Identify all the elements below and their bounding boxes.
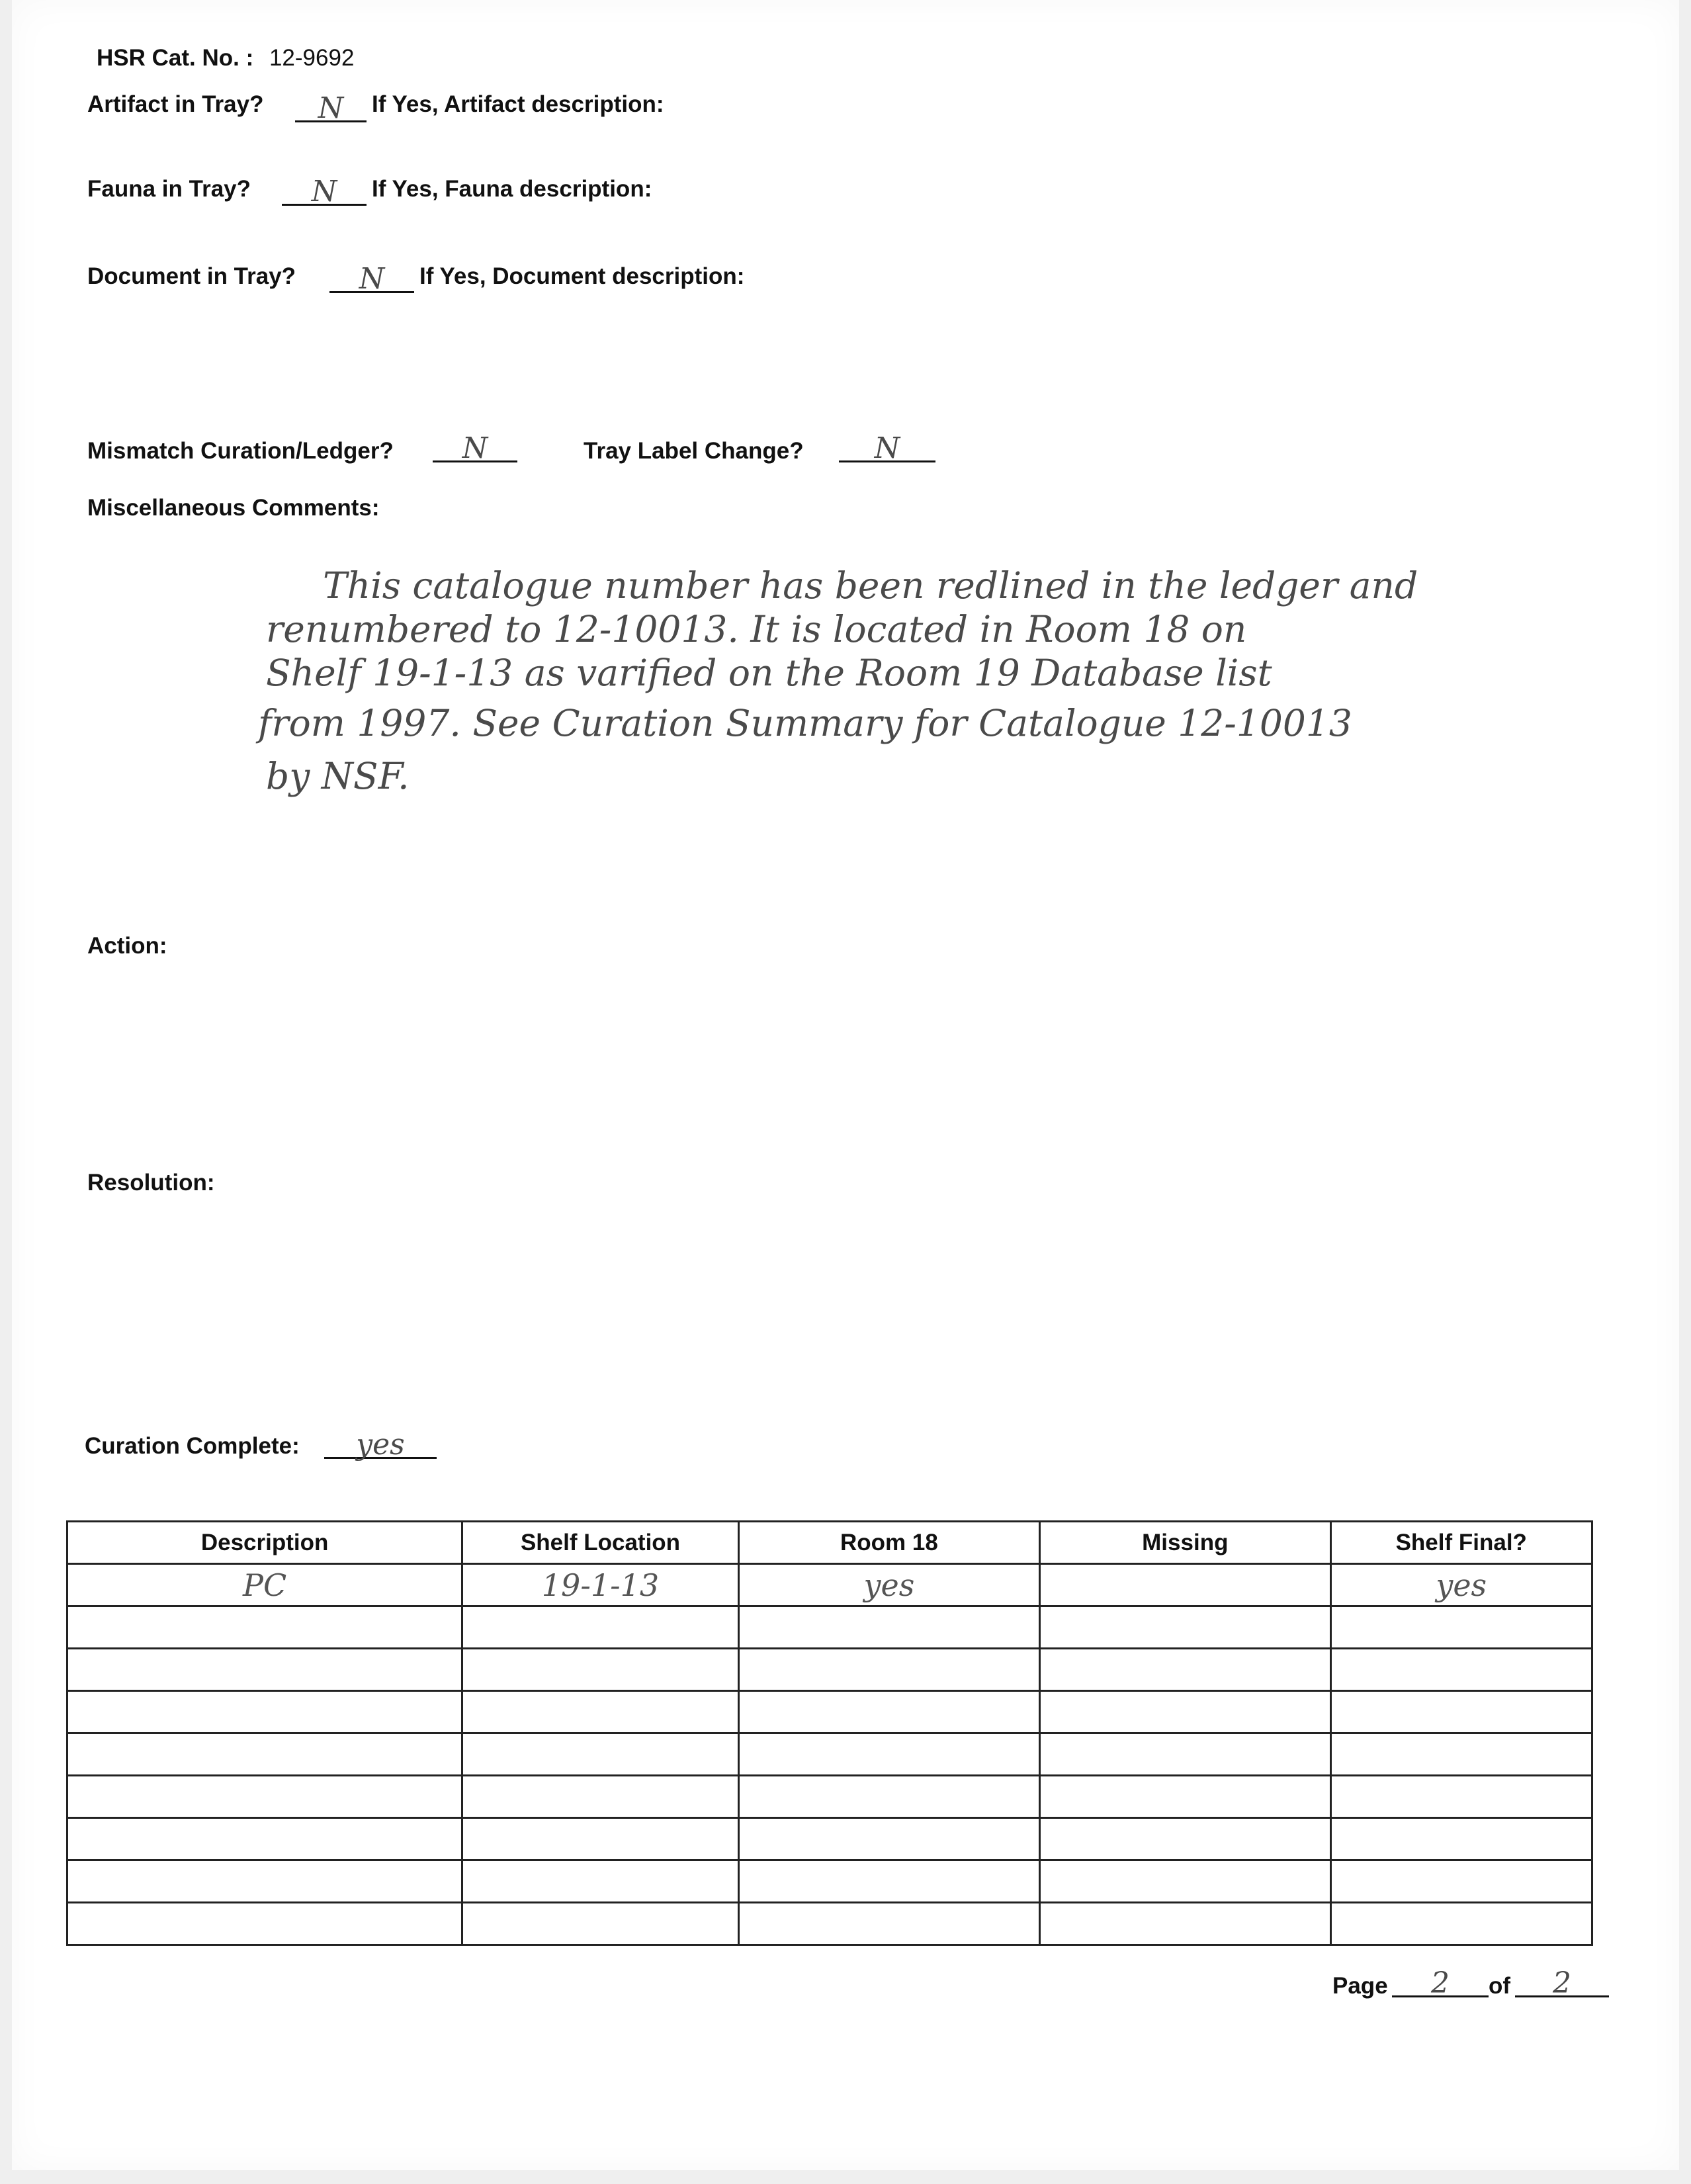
document-answer: N xyxy=(359,262,385,296)
comments-line-5: by NSF. xyxy=(266,755,410,797)
table-cell[interactable] xyxy=(1040,1776,1330,1818)
cat-no-label-text: HSR Cat. No. : xyxy=(97,45,254,71)
table-cell[interactable] xyxy=(738,1818,1039,1860)
comments-line-3: Shelf 19-1-13 as varified on the Room 19 Database list xyxy=(266,652,1272,694)
table-cell[interactable] xyxy=(1330,1860,1592,1903)
page-total-field[interactable] xyxy=(1515,1966,1609,2000)
table-cell[interactable] xyxy=(738,1691,1039,1733)
page-label: Page xyxy=(1332,1973,1388,1999)
table-cell[interactable] xyxy=(1330,1776,1592,1818)
table-cell[interactable] xyxy=(67,1606,462,1649)
comments-line-2: renumbered to 12-10013. It is located in Room 18 on xyxy=(266,608,1247,650)
table-cell[interactable] xyxy=(1040,1606,1330,1649)
page-number: 2 xyxy=(1431,1966,1450,2000)
form-page xyxy=(12,0,1679,2170)
artifact-answer-field[interactable] xyxy=(295,91,367,125)
comments-line-4: from 1997. See Curation Summary for Catalogue 12-10013 xyxy=(258,702,1352,744)
table-cell[interactable]: yes xyxy=(1330,1564,1592,1606)
table-cell[interactable] xyxy=(738,1733,1039,1776)
page-total: 2 xyxy=(1553,1966,1571,2000)
mismatch-answer-field[interactable] xyxy=(433,431,517,465)
curation-complete-answer: yes xyxy=(356,1428,405,1462)
table-cell[interactable] xyxy=(738,1903,1039,1945)
table-row xyxy=(67,1691,1592,1733)
fauna-question: Fauna in Tray? xyxy=(87,176,251,202)
table-cell[interactable]: 19-1-13 xyxy=(462,1564,739,1606)
tray-label-question: Tray Label Change? xyxy=(584,438,804,464)
header-missing: Missing xyxy=(1040,1522,1330,1564)
header-shelf-final: Shelf Final? xyxy=(1330,1522,1592,1564)
table-row xyxy=(67,1649,1592,1691)
comments-label: Miscellaneous Comments: xyxy=(87,495,380,521)
document-question: Document in Tray? xyxy=(87,263,296,289)
table-cell[interactable] xyxy=(1040,1649,1330,1691)
table-cell[interactable] xyxy=(462,1649,739,1691)
table-row xyxy=(67,1818,1592,1860)
artifact-description-label: If Yes, Artifact description: xyxy=(372,91,664,117)
table-cell[interactable] xyxy=(1330,1733,1592,1776)
tray-label-answer: N xyxy=(874,431,900,465)
table-cell[interactable] xyxy=(67,1733,462,1776)
table-cell[interactable] xyxy=(67,1818,462,1860)
table-cell[interactable] xyxy=(462,1818,739,1860)
cat-no-label xyxy=(97,45,354,71)
table-cell[interactable] xyxy=(462,1606,739,1649)
table-cell[interactable] xyxy=(462,1903,739,1945)
fauna-answer-field[interactable] xyxy=(282,175,367,206)
mismatch-question: Mismatch Curation/Ledger? xyxy=(87,438,394,464)
shelf-table xyxy=(66,1520,1593,1946)
table-cell[interactable] xyxy=(67,1691,462,1733)
table-cell[interactable] xyxy=(1330,1606,1592,1649)
fauna-answer: N xyxy=(311,175,337,208)
table-row xyxy=(67,1733,1592,1776)
of-label: of xyxy=(1489,1973,1511,1999)
table-cell[interactable] xyxy=(67,1649,462,1691)
artifact-answer: N xyxy=(318,91,344,125)
table-cell[interactable] xyxy=(67,1776,462,1818)
document-answer-field[interactable] xyxy=(329,262,414,296)
table-cell[interactable]: PC xyxy=(67,1564,462,1606)
cat-no-value: 12-9692 xyxy=(269,45,355,71)
table-row xyxy=(67,1606,1592,1649)
action-label: Action: xyxy=(87,933,167,959)
table-cell[interactable] xyxy=(1040,1564,1330,1606)
table-cell[interactable] xyxy=(462,1691,739,1733)
table-row xyxy=(67,1564,1592,1606)
table-cell[interactable] xyxy=(1040,1903,1330,1945)
page-number-field[interactable] xyxy=(1392,1966,1489,2000)
curation-complete-label: Curation Complete: xyxy=(85,1433,300,1459)
table-row xyxy=(67,1903,1592,1945)
table-cell[interactable] xyxy=(1040,1733,1330,1776)
table-cell[interactable] xyxy=(1040,1860,1330,1903)
header-description: Description xyxy=(67,1522,462,1564)
curation-complete-answer-field[interactable] xyxy=(324,1428,437,1462)
table-cell[interactable] xyxy=(1040,1818,1330,1860)
table-cell[interactable] xyxy=(1330,1691,1592,1733)
table-header-row xyxy=(67,1522,1592,1564)
table-cell[interactable] xyxy=(1330,1649,1592,1691)
mismatch-answer: N xyxy=(462,431,488,465)
table-cell[interactable] xyxy=(1040,1691,1330,1733)
table-cell[interactable]: yes xyxy=(738,1564,1039,1606)
table-cell[interactable] xyxy=(67,1903,462,1945)
table-cell[interactable] xyxy=(462,1860,739,1903)
table-cell[interactable] xyxy=(67,1860,462,1903)
table-cell[interactable] xyxy=(462,1776,739,1818)
tray-label-answer-field[interactable] xyxy=(839,431,935,465)
table-row xyxy=(67,1860,1592,1903)
resolution-label: Resolution: xyxy=(87,1170,215,1196)
table-cell[interactable] xyxy=(738,1776,1039,1818)
comments-line-1: This catalogue number has been redlined in the ledger and xyxy=(323,564,1418,607)
table-cell[interactable] xyxy=(1330,1903,1592,1945)
fauna-description-label: If Yes, Fauna description: xyxy=(372,176,652,202)
header-room-18: Room 18 xyxy=(738,1522,1039,1564)
table-cell[interactable] xyxy=(738,1606,1039,1649)
table-cell[interactable] xyxy=(738,1860,1039,1903)
table-row xyxy=(67,1776,1592,1818)
header-shelf-location: Shelf Location xyxy=(462,1522,739,1564)
artifact-question: Artifact in Tray? xyxy=(87,91,264,117)
table-cell[interactable] xyxy=(1330,1818,1592,1860)
document-description-label: If Yes, Document description: xyxy=(419,263,745,289)
table-cell[interactable] xyxy=(462,1733,739,1776)
table-cell[interactable] xyxy=(738,1649,1039,1691)
